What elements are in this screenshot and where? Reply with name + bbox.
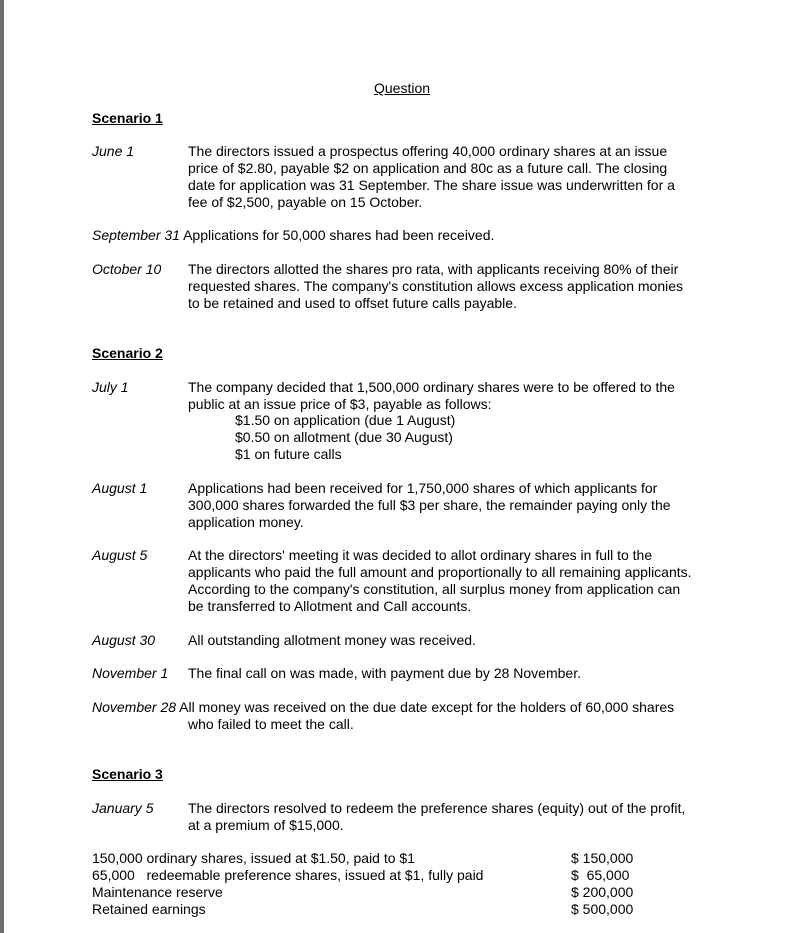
entry-line: All money was received on the due date except for the holders of 60,000 shares <box>179 699 675 715</box>
balance-label: Maintenance reserve <box>92 884 223 900</box>
entry-line: be transferred to Allotment and Call accounts. <box>188 598 472 614</box>
balance-label: 150,000 ordinary shares, issued at $1.50, paid to $1 <box>92 850 415 866</box>
balance-value: $ 200,000 <box>571 884 634 900</box>
entry-line: All outstanding allotment money was received. <box>188 632 476 648</box>
date-january-5: January 5 <box>92 800 154 816</box>
date-september-31: September 31 <box>92 227 180 243</box>
date-august-30: August 30 <box>92 632 156 648</box>
date-august-5: August 5 <box>92 547 148 563</box>
entry-line: The company decided that 1,500,000 ordinary shares were to be offered to the <box>188 379 675 395</box>
date-july-1: July 1 <box>92 379 129 395</box>
entry-line: price of $2.80, payable $2 on application and 80c as a future call. The closing <box>188 160 668 176</box>
entry-line: Applications had been received for 1,750,000 shares of which applicants for <box>188 480 658 496</box>
entry-line: Applications for 50,000 shares had been received. <box>183 227 495 243</box>
entry-line: applicants who paid the full amount and proportionally to all remaining applicants. <box>188 564 692 580</box>
entry-line: public at an issue price of $3, payable as follows: <box>188 396 492 412</box>
entry-line: At the directors' meeting it was decided to allot ordinary shares in full to the <box>188 547 653 563</box>
entry-line: The final call on was made, with payment due by 28 November. <box>188 665 581 681</box>
entry-line: The directors issued a prospectus offering 40,000 ordinary shares at an issue <box>188 143 668 159</box>
entry-line: fee of $2,500, payable on 15 October. <box>188 194 423 210</box>
date-june-1: June 1 <box>92 143 135 159</box>
balance-value: $ 150,000 <box>571 850 634 866</box>
balance-label: 65,000 redeemable preference shares, issued at $1, fully paid <box>92 867 484 883</box>
entry-line: According to the company's constitution, all surplus money from application can <box>188 581 681 597</box>
date-november-28: November 28 <box>92 699 177 715</box>
payment-term: $1 on future calls <box>235 446 342 462</box>
scenario-1-heading: Scenario 1 <box>92 110 163 126</box>
entry-line: The directors resolved to redeem the preference shares (equity) out of the profit, <box>188 800 686 816</box>
entry-line: The directors allotted the shares pro rata, with applicants receiving 80% of their <box>188 261 679 277</box>
balance-value: $ 500,000 <box>571 901 634 917</box>
entry-line: date for application was 31 September. The share issue was underwritten for a <box>188 177 675 193</box>
entry-line: requested shares. The company's constitution allows excess application monies <box>188 278 684 294</box>
date-october-10: October 10 <box>92 261 162 277</box>
date-august-1: August 1 <box>92 480 148 496</box>
entry-line: to be retained and used to offset future calls payable. <box>188 295 517 311</box>
balance-label: Retained earnings <box>92 901 206 917</box>
page-title: Question <box>374 80 431 96</box>
entry-line: application money. <box>188 514 304 530</box>
balance-value: $ 65,000 <box>571 867 630 883</box>
page-left-edge <box>0 0 4 933</box>
payment-term: $1.50 on application (due 1 August) <box>235 412 456 428</box>
entry-line: 300,000 shares forwarded the full $3 per share, the remainder paying only the <box>188 497 671 513</box>
payment-term: $0.50 on allotment (due 30 August) <box>235 429 453 445</box>
entry-line: at a premium of $15,000. <box>188 817 344 833</box>
entry-november-28 <box>92 699 674 716</box>
scenario-2-heading: Scenario 2 <box>92 345 163 361</box>
entry-line: who failed to meet the call. <box>188 716 354 732</box>
scenario-3-heading: Scenario 3 <box>92 766 163 782</box>
entry-september-31 <box>92 227 494 244</box>
date-november-1: November 1 <box>92 665 169 681</box>
